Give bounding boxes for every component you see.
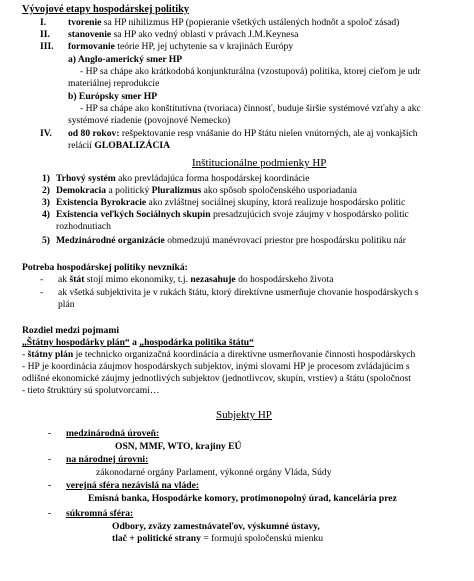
item-bold: nezasahuje <box>190 274 236 285</box>
item-text: sa HP nihilizmus HP (popieranie všetkých ustálených hodnôt a spoloč zásad) <box>101 17 400 28</box>
bullet-dash: - <box>48 428 52 439</box>
term-statny-plan: „Štátny hospodárky plán“ <box>22 337 130 348</box>
item-bold: formovanie <box>68 41 115 52</box>
roman-numeral: II. <box>40 29 50 40</box>
item-bold-2: Pluralizmus <box>151 185 202 196</box>
item-number: 4) <box>42 209 50 220</box>
condition-item-4-line-2: rozhodnutiach <box>56 221 111 232</box>
bullet-dash: - <box>48 508 52 519</box>
roman-numeral: I. <box>40 17 47 28</box>
item-bold: Medzinárodné organizácie <box>56 235 165 246</box>
item-text: a politický <box>106 185 152 196</box>
bullet-dash: - <box>40 274 44 285</box>
heading-text: na národnej úrovni: <box>66 454 149 465</box>
item-number: 1) <box>42 173 50 184</box>
item-text: - <box>22 349 28 360</box>
rozdiel-line-1 <box>22 349 415 360</box>
subjekt-heading-medzinarodna <box>48 428 159 439</box>
item-text: ako zvláštnej sociálnej skupiny, ktorá realizuje hospodársko politic <box>146 197 406 208</box>
item-bold: štát <box>69 274 85 285</box>
section-title-institucionalne: Inštitucionálne podmienky HP <box>192 157 327 169</box>
item-text: ako prevládajúca forma hospodárskej koordinácie <box>115 173 310 184</box>
item-text: ak všetká subjektivita je v rukách štátu, ktorý direktívne usmerňuje chovanie hospodárskych s <box>58 287 419 298</box>
item-bold: Existencia Byrokracie <box>56 197 147 208</box>
subjekt-heading-verejna <box>48 480 199 491</box>
item-text: do hospodárskeho života <box>235 274 334 285</box>
conjunction: a <box>129 337 140 348</box>
european-line-1: - HP sa chápe ako konštitutívna (tvoriaca) činnosť, buduje širšie systémové vzťahy a akc <box>80 103 421 114</box>
item-bold: štátny plán <box>27 349 74 360</box>
section-title-rozdiel: Rozdiel medzi pojmami <box>22 325 119 336</box>
list-item-i <box>40 17 399 28</box>
item-number: 5) <box>42 235 50 246</box>
heading-text: medzinárodná úroveň: <box>66 428 160 439</box>
potreba-bullet-2-line-2: plán <box>58 299 75 310</box>
item-bold: Existencia veľkých Sociálnych skupín <box>56 209 211 220</box>
european-line-2: systémové riadenie (povojnové Nemecko) <box>68 115 231 126</box>
section-title-subjekty: Subjekty HP <box>216 409 272 421</box>
section-title-potreba: Potreba hospodárskej politiky nevzniká: <box>22 262 188 273</box>
item-bold: tlač + politické strany <box>112 533 201 544</box>
rozdiel-line-3: odlišné ekonomické záujmy jednotlivých subjektov (jednotlivcov, skupín, vrstiev) a štátu (spoločnost <box>22 373 411 384</box>
condition-item-5 <box>36 235 406 246</box>
bullet-dash: - <box>40 287 44 298</box>
item-bold: Demokracia <box>56 185 107 196</box>
subjekt-line-medzinarodna: OSN, MMF, WTO, krajiny EÚ <box>115 441 242 452</box>
item-bold: tvorenie <box>68 17 102 28</box>
list-item-iv <box>40 128 418 139</box>
item-text: teórie HP, jej uchytenie sa v krajinách Európy <box>114 41 294 52</box>
potreba-bullet-1 <box>40 274 333 285</box>
subjekt-heading-narodna <box>48 454 148 465</box>
item-text: sa HP ako vedný oblasti v právach J.M.Keynesa <box>111 29 299 40</box>
subjekt-line-sukromna-2 <box>112 533 323 544</box>
heading-text: verejná sféra nezávislá na vláde: <box>66 480 200 491</box>
item-bold: Trhový systém <box>56 173 116 184</box>
rozdiel-line-2: - HP je koordinácia záujmov hospodárskych subjektov, inými slovami HP je procesom zvládajúcim s <box>22 361 410 372</box>
condition-item-4 <box>36 209 409 220</box>
item-text: = formujú spoločenskú mienku <box>200 533 323 544</box>
item-text: rešpektovanie resp vnášanie do HP štátu nielen vnútorných, ale aj vonkajších <box>119 128 418 139</box>
subsection-anglo-american: a) Anglo-americký smer HP <box>68 54 183 65</box>
heading-text: súkromná sféra: <box>66 508 134 519</box>
list-item-iv-line-2 <box>68 140 170 151</box>
bullet-dash: - <box>48 454 52 465</box>
item-number: 3) <box>42 197 50 208</box>
subjekt-line-verejna: Emisná banka, Hospodárke komory, protimonopolný úrad, kancelária prez <box>88 493 397 504</box>
condition-item-2 <box>36 185 357 196</box>
item-text: stojí mimo ekonomiky, t.j. <box>84 274 191 285</box>
list-item-ii <box>40 29 298 40</box>
globalizacia-label: GLOBALIZÁCIA <box>94 140 171 151</box>
anglo-american-line-2: materiálnej reprodukcie <box>68 78 160 89</box>
rozdiel-subtitle <box>22 337 254 348</box>
list-item-iii <box>40 41 293 52</box>
term-hospodarska-politika: „hospodárka politika štátu“ <box>139 337 254 348</box>
item-text: obmedzujú manévrovací priestor pre hospodársku politiku nár <box>164 235 406 246</box>
potreba-bullet-2 <box>40 287 418 298</box>
item-text: relácií <box>68 140 95 151</box>
item-text: ak <box>58 274 70 285</box>
bullet-dash: - <box>48 480 52 491</box>
anglo-american-line-1: - HP sa chápe ako krátkodobá konjunkturálna (vzostupová) politika, ktorej cieľom je udr <box>80 66 421 77</box>
subjekt-heading-sukromna <box>48 508 133 519</box>
item-text: presadzujúcich svoje záujmy v hospodársko politic <box>210 209 409 220</box>
item-bold: stanovenie <box>68 29 112 40</box>
subsection-european: b) Európsky smer HP <box>68 91 158 102</box>
item-text: je technicko organizačná koordinácia a direktívne usmerňovanie činnosti hospodárskych <box>73 349 416 360</box>
roman-numeral: III. <box>40 41 54 52</box>
item-bold: od 80 rokov: <box>68 128 120 139</box>
roman-numeral: IV. <box>40 128 52 139</box>
item-text-2: ako spôsob spoločenského usporiadania <box>201 185 357 196</box>
condition-item-1 <box>36 173 309 184</box>
item-number: 2) <box>42 185 50 196</box>
rozdiel-line-4: - tieto štruktúry sú spolutvorcami… <box>22 385 160 396</box>
subjekt-line-narodna: zákonodarné orgány Parlament, výkonné orgány Vláda, Súdy <box>96 467 332 478</box>
condition-item-3 <box>36 197 405 208</box>
subjekt-line-sukromna: Odbory, zväzy zamestnávateľov, výskumné ústavy, <box>112 521 320 532</box>
section-title-vyvojove-etapy: Vývojové etapy hospodárskej politiky <box>22 4 190 15</box>
